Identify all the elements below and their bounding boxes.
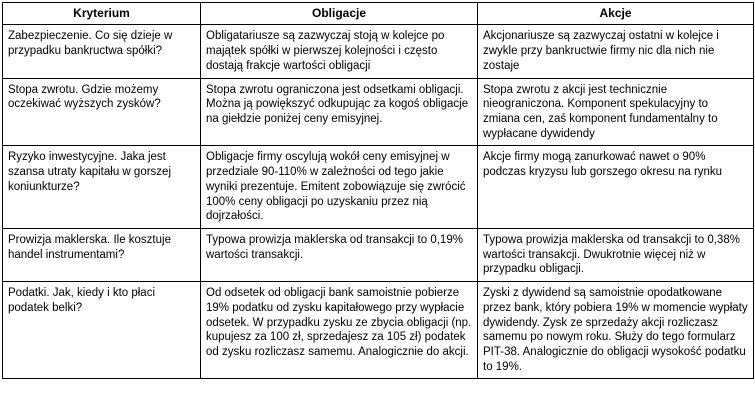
column-header-obligacje: Obligacje [201, 3, 478, 25]
cell-obligacje: Obligacje firmy oscylują wokół ceny emisyjnej w przedziale 90-110% w zależności od tego jakie wyniki prezentuje. Emitent zobowiązuje się zwrócić 100% ceny obligacji po uzyskaniu przez nią dojrzałości. [201, 146, 478, 229]
cell-akcje: Akcje firmy mogą zanurkować nawet o 90% podczas kryzysu lub gorszego okresu na rynku [478, 146, 754, 229]
column-header-akcje: Akcje [478, 3, 754, 25]
comparison-table [2, 2, 754, 379]
cell-akcje: Typowa prowizja maklerska od transakcji to 0,38% wartości transakcji. Dwukrotnie więcej niż w przypadku obligacji. [478, 228, 754, 281]
cell-kryterium: Stopa zwrotu. Gdzie możemy oczekiwać wyższych zysków? [3, 78, 201, 146]
table-row [3, 228, 754, 281]
cell-akcje: Stopa zwrotu z akcji jest technicznie nieograniczona. Komponent spekulacyjny to zmiana cen, zaś komponent fundamentalny to wypłacane dywidendy [478, 78, 754, 146]
cell-akcje: Zyski z dywidend są samoistnie opodatkowane przez bank, który pobiera 19% w momencie wypłaty dywidendy. Zysk ze sprzedaży akcji rozliczasz samemu po nowym roku. Służy do tego formularz PIT-38. Analogicznie do obligacji wysokość podatku to 19%. [478, 282, 754, 379]
cell-kryterium: Podatki. Jak, kiedy i kto płaci podatek belki? [3, 282, 201, 379]
column-header-kryterium: Kryterium [3, 3, 201, 25]
cell-akcje: Akcjonariusze są zazwyczaj ostatni w kolejce i zwykle przy bankructwie firmy nic dla nich nie zostaje [478, 25, 754, 78]
cell-obligacje: Od odsetek od obligacji bank samoistnie pobierze 19% podatku od zysku kapitałowego przy wypłacie odsetek. W przypadku zysku ze zbycia obligacji (np. kupujesz za 100 zł, sprzedajesz za 105 zł) podatek od zysku rozliczasz samemu. Analogicznie do akcji. [201, 282, 478, 379]
cell-obligacje: Obligatariusze są zazwyczaj stoją w kolejce po majątek spółki w pierwszej kolejności i często dostają frakcje wartości obligacji [201, 25, 478, 78]
cell-kryterium: Zabezpieczenie. Co się dzieje w przypadku bankructwa spółki? [3, 25, 201, 78]
table-row [3, 282, 754, 379]
cell-kryterium: Ryzyko inwestycyjne. Jaka jest szansa utraty kapitału w gorszej koniunkturze? [3, 146, 201, 229]
cell-obligacje: Stopa zwrotu ograniczona jest odsetkami obligacji. Można ją powiększyć odkupując za kogoś obligacje na giełdzie poniżej ceny emisyjnej. [201, 78, 478, 146]
table-header-row [3, 3, 754, 25]
cell-obligacje: Typowa prowizja maklerska od transakcji to 0,19% wartości transakcji. [201, 228, 478, 281]
table-row [3, 146, 754, 229]
table-row [3, 25, 754, 78]
table-row [3, 78, 754, 146]
cell-kryterium: Prowizja maklerska. Ile kosztuje handel instrumentami? [3, 228, 201, 281]
